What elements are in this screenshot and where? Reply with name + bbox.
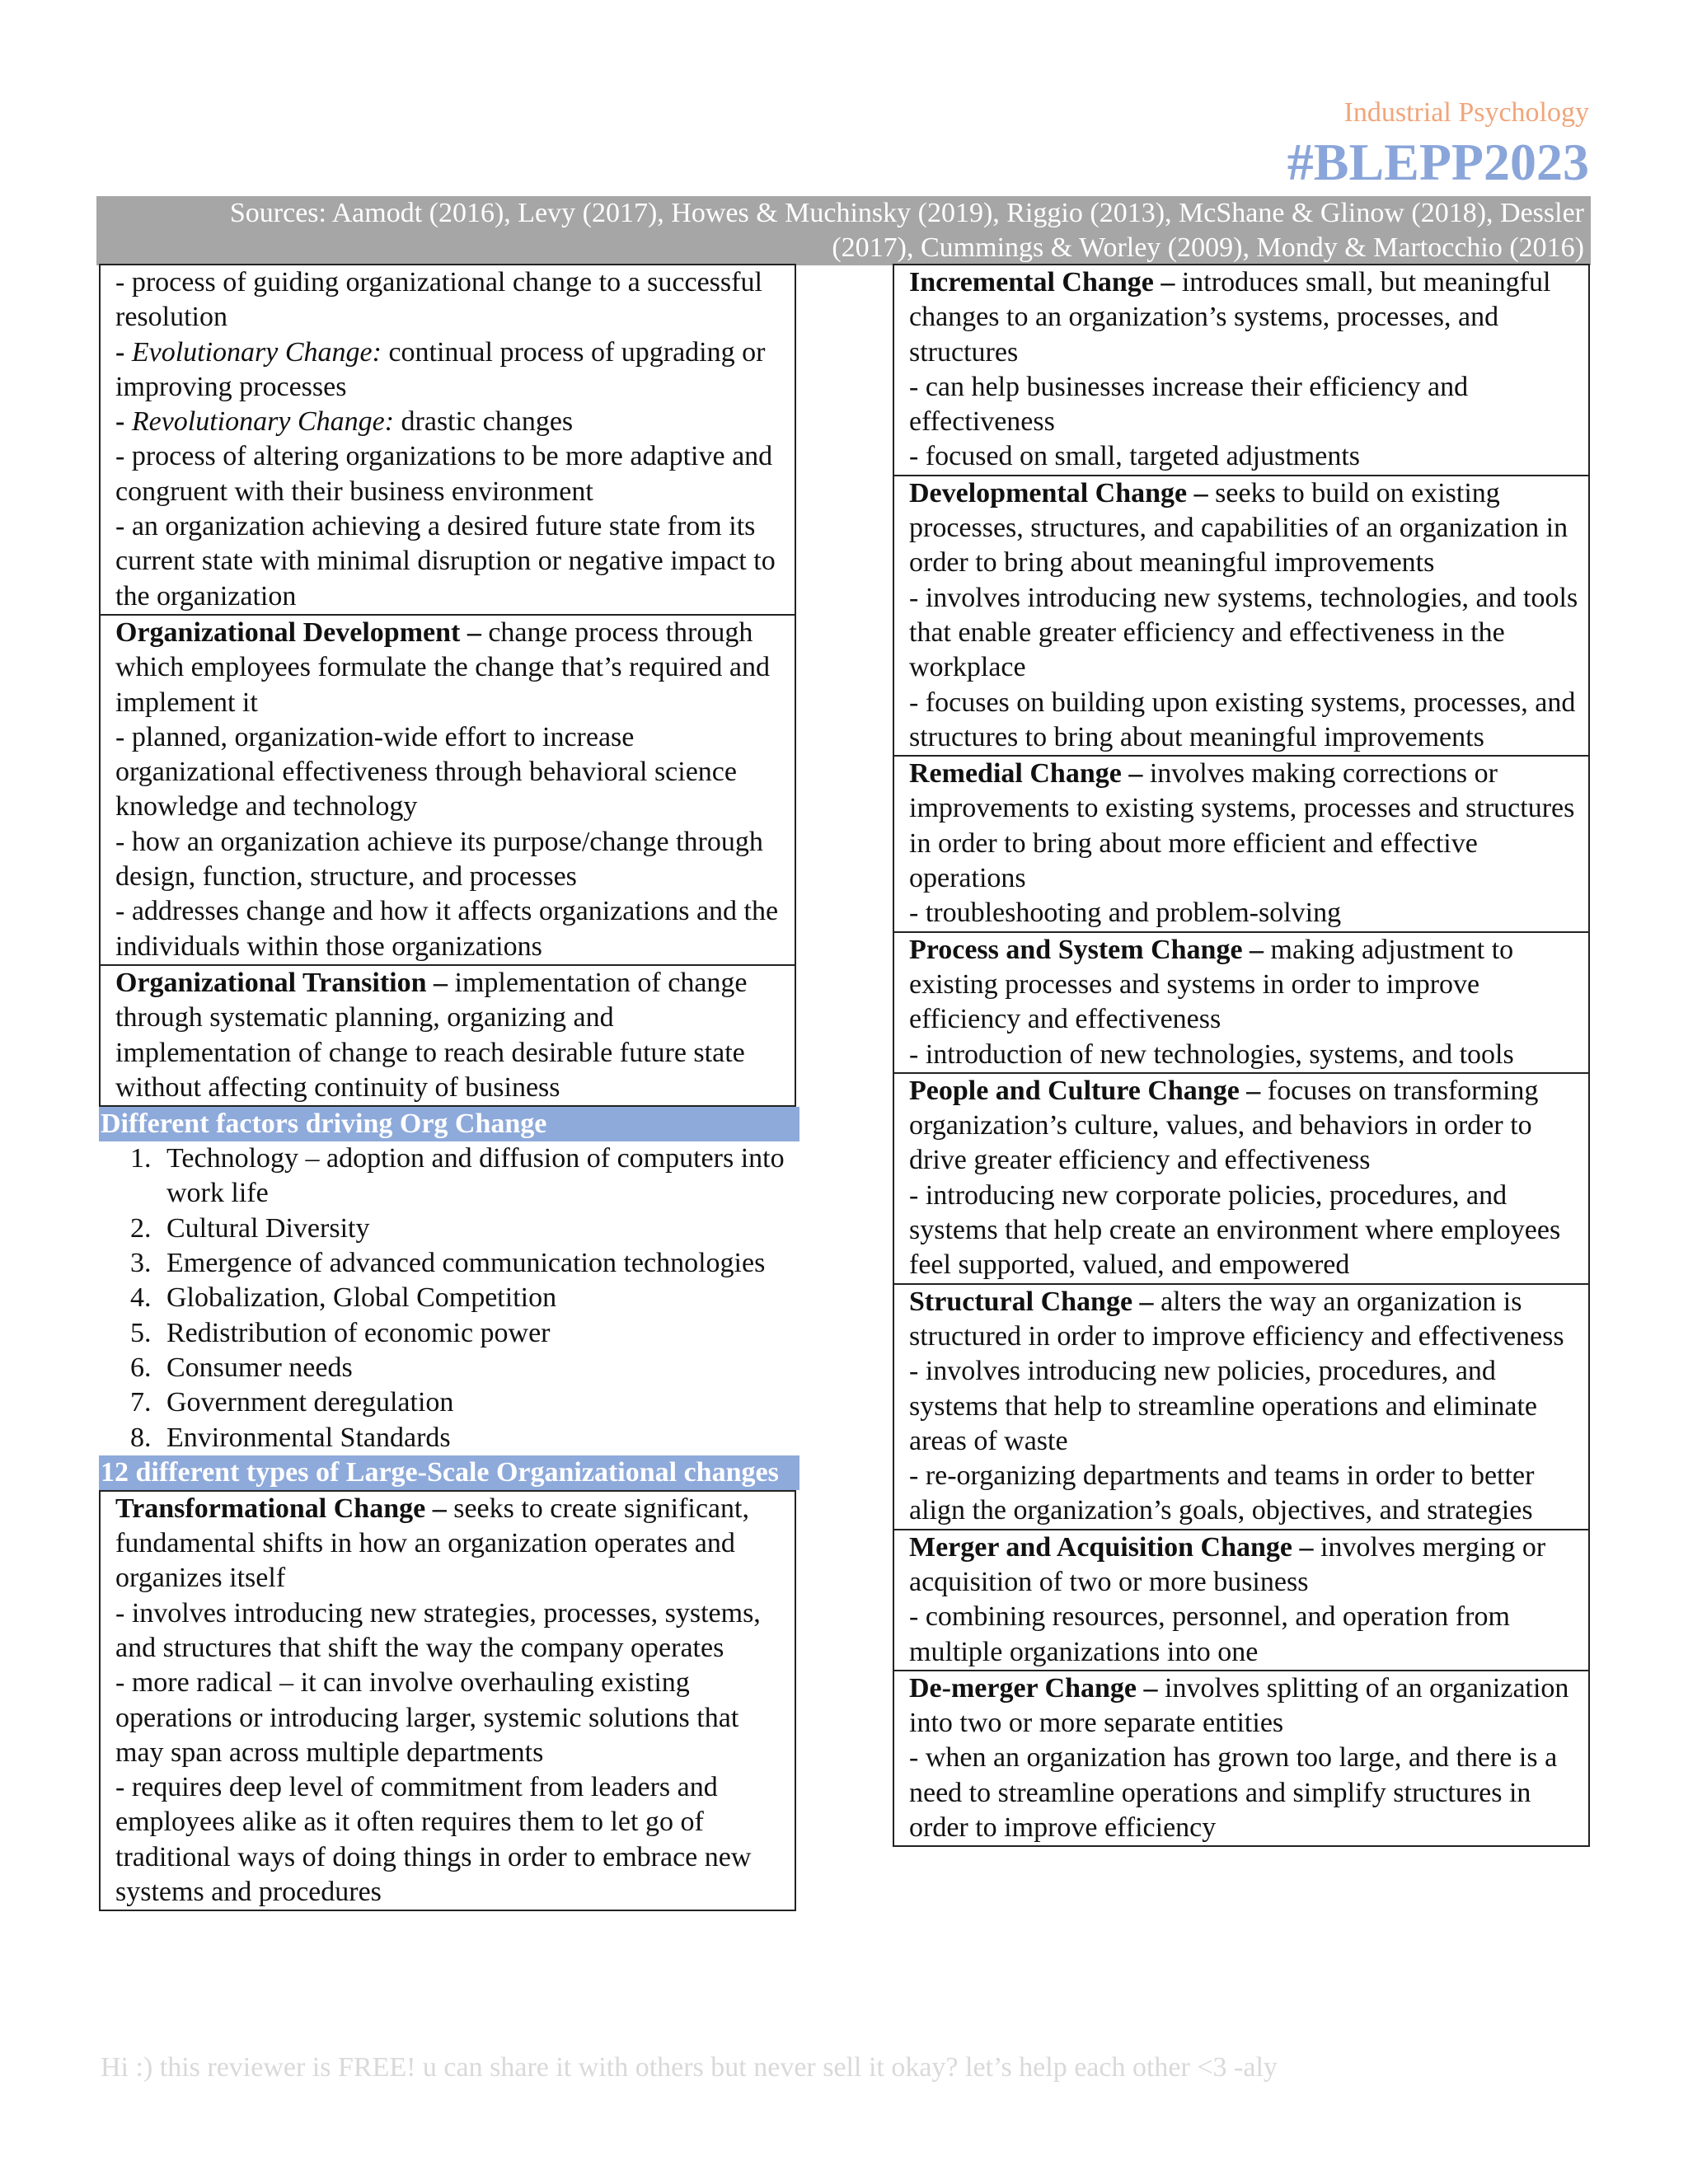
- term-definition: focuses on transforming organization’s culture, values, and behaviors in order to drive greater efficiency and effectiveness: [909, 1075, 1539, 1176]
- term-definition: involves splitting of an organization into two or more separate entities: [909, 1672, 1569, 1739]
- definition-line: [909, 1530, 1578, 1601]
- evolutionary-change-text: continual process of upgrading or improving processes: [115, 336, 766, 402]
- bullet-line: - when an organization has grown too large, and there is a need to streamline operations and simplify structures in order to improve efficiency: [909, 1742, 1558, 1844]
- definition-line: [909, 933, 1578, 1038]
- term-definition: introduces small, but meaningful changes to an organization’s systems, processes, and structures: [909, 267, 1551, 368]
- term-label: Remedial Change –: [909, 758, 1143, 790]
- term-label: Incremental Change –: [909, 267, 1175, 298]
- definition-line: [115, 966, 785, 1105]
- definition-line: - process of guiding organizational change to a successful resolution: [115, 267, 762, 333]
- term-label: Organizational Development –: [115, 616, 481, 648]
- definition-line: - process of altering organizations to be more adaptive and congruent with their business environment: [115, 441, 773, 507]
- term-label: Process and System Change –: [909, 934, 1264, 965]
- organizational-development-box: [99, 616, 796, 966]
- bullet-line: - planned, organization-wide effort to increase organizational effectiveness through behavioral science knowledge and technology: [115, 721, 737, 823]
- bullet-line: - involves introducing new policies, procedures, and systems that help to streamline operations and eliminate areas of waste: [909, 1356, 1537, 1456]
- term-label: People and Culture Change –: [909, 1075, 1261, 1106]
- definition-line: [909, 1671, 1578, 1741]
- term-definition: making adjustment to existing processes and systems in order to improve efficiency and effectiveness: [909, 934, 1514, 1035]
- definition-line: [115, 1492, 785, 1596]
- bullet-dash: -: [115, 406, 132, 438]
- list-item: 4. Globalization, Global Competition: [158, 1281, 796, 1315]
- term-label: De-merger Change –: [909, 1672, 1158, 1704]
- term-definition: seeks to build on existing processes, structures, and capabilities of an organization in order to bring about meaningful improvements: [909, 477, 1568, 579]
- footer-note: Hi :) this reviewer is FREE! u can share it with others but never sell it okay? let’s help each other <3 -aly: [101, 2052, 1278, 2083]
- types-heading: 12 different types of Large-Scale Organizational changes: [99, 1455, 799, 1490]
- change-management-box: [99, 264, 796, 616]
- bullet-line: - can help businesses increase their efficiency and effectiveness: [909, 371, 1469, 438]
- term-definition: involves making corrections or improvements to existing systems, processes and structures in order to bring about more efficient and effective operations: [909, 758, 1575, 894]
- bullet-line: - involves introducing new strategies, processes, systems, and structures that shift the way the company operates: [115, 1597, 761, 1663]
- definition-line: - an organization achieving a desired future state from its current state with minimal disruption or negative impact to the organization: [115, 511, 776, 612]
- bullet-line: - requires deep level of commitment from leaders and employees alike as it often requires them to let go of traditional ways of doing things in order to embrace new systems and procedures: [115, 1772, 752, 1908]
- bullet-line: - more radical – it can involve overhauling existing operations or introducing larger, systemic solutions that may span across multiple departments: [115, 1667, 739, 1768]
- term-definition: implementation of change through systematic planning, organizing and implementation of change to reach desirable future state without affecting continuity of business: [115, 967, 748, 1103]
- term-label: Transformational Change –: [115, 1493, 447, 1524]
- organizational-transition-box: [99, 966, 796, 1107]
- subject-title: Industrial Psychology: [1343, 97, 1589, 128]
- term-label: Developmental Change –: [909, 477, 1208, 509]
- bullet-line: - introduction of new technologies, systems, and tools: [909, 1038, 1514, 1070]
- definition-line: [909, 757, 1578, 896]
- definition-line: [909, 1285, 1578, 1355]
- revolutionary-change-text: drastic changes: [394, 406, 574, 438]
- bullet-line: - re-organizing departments and teams in order to better align the organization’s goals, objectives, and strategies: [909, 1460, 1535, 1526]
- revolutionary-change-term: Revolutionary Change:: [131, 406, 395, 438]
- list-item: 1. Technology – adoption and diffusion of computers into work life: [158, 1141, 796, 1212]
- term-definition: change process through which employees formulate the change that’s required and implement it: [115, 616, 770, 718]
- list-item: 3. Emergence of advanced communication technologies: [158, 1246, 796, 1281]
- people-and-culture-change-box: [893, 1074, 1590, 1285]
- definition-line: [909, 476, 1578, 581]
- left-column: [99, 264, 796, 1911]
- bullet-line: - focuses on building upon existing systems, processes, and structures to bring about meaningful improvements: [909, 687, 1576, 752]
- term-definition: involves merging or acquisition of two or more business: [909, 1531, 1546, 1597]
- term-label: Merger and Acquisition Change –: [909, 1531, 1314, 1563]
- bullet-line: - introducing new corporate policies, procedures, and systems that help create an environment where employees feel supported, valued, and empowered: [909, 1179, 1561, 1281]
- bullet-dash: -: [115, 336, 132, 368]
- de-merger-change-box: [893, 1671, 1590, 1847]
- sources-bar: Sources: Aamodt (2016), Levy (2017), Howes & Muchinsky (2019), Riggio (2013), McShane & Glinow (2018), Dessler (2017), Cummings & Worley (2009), Mondy & Martocchio (2016): [96, 196, 1591, 265]
- evolutionary-change-term: Evolutionary Change:: [131, 336, 382, 368]
- list-item: 6. Consumer needs: [158, 1351, 796, 1385]
- merger-and-acquisition-change-box: [893, 1530, 1590, 1671]
- term-label: Organizational Transition –: [115, 967, 448, 998]
- process-and-system-change-box: [893, 933, 1590, 1074]
- revolutionary-change-line: [115, 405, 785, 439]
- hashtag-title: #BLEPP2023: [1287, 133, 1589, 191]
- list-item: 7. Government deregulation: [158, 1385, 796, 1420]
- definition-line: [909, 1074, 1578, 1179]
- term-definition: alters the way an organization is structured in order to improve efficiency and effectiveness: [909, 1286, 1564, 1352]
- list-item: 5. Redistribution of economic power: [158, 1316, 796, 1351]
- factors-list: [99, 1141, 796, 1455]
- transformational-change-box: [99, 1490, 796, 1912]
- developmental-change-box: [893, 476, 1590, 757]
- bullet-line: - focused on small, targeted adjustments: [909, 441, 1361, 472]
- bullet-line: - how an organization achieve its purpose/change through design, function, structure, and processes: [115, 826, 763, 893]
- evolutionary-change-line: [115, 335, 785, 405]
- structural-change-box: [893, 1285, 1590, 1530]
- definition-line: [909, 265, 1578, 370]
- list-item: 8. Environmental Standards: [158, 1421, 796, 1455]
- bullet-line: - addresses change and how it affects organizations and the individuals within those organizations: [115, 896, 779, 962]
- bullet-line: - involves introducing new systems, technologies, and tools that enable greater efficiency and effectiveness in the workplace: [909, 582, 1578, 683]
- list-item: 2. Cultural Diversity: [158, 1212, 796, 1246]
- bullet-line: - troubleshooting and problem-solving: [909, 898, 1342, 929]
- definition-line: [115, 616, 785, 720]
- bullet-line: - combining resources, personnel, and operation from multiple organizations into one: [909, 1601, 1510, 1667]
- incremental-change-box: [893, 264, 1590, 476]
- factors-heading: Different factors driving Org Change: [99, 1107, 799, 1141]
- term-definition: seeks to create significant, fundamental shifts in how an organization operates and organizes itself: [115, 1493, 749, 1594]
- right-column: [893, 264, 1590, 1847]
- term-label: Structural Change –: [909, 1286, 1154, 1317]
- remedial-change-box: [893, 757, 1590, 932]
